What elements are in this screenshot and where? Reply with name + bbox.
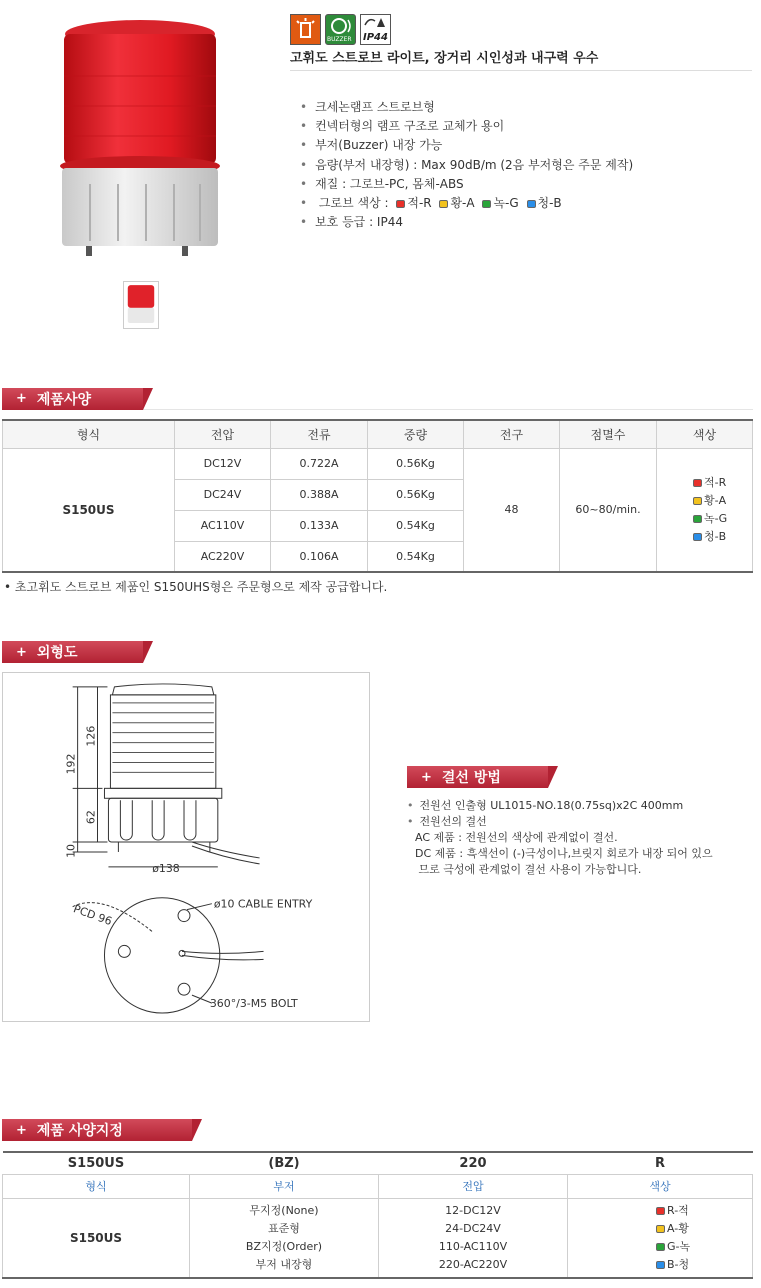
voltage-option: 24-DC24V (445, 1221, 501, 1235)
plus-icon: + (16, 644, 27, 660)
current-cell: 0.106A (271, 541, 368, 572)
color-swatch-red (693, 479, 702, 487)
col-header: 형식 (3, 420, 175, 448)
buzzer-label: BUZZER (327, 36, 352, 43)
strobe-icon (290, 14, 321, 45)
col-header: 색상 (657, 420, 753, 448)
feature-list (300, 98, 633, 232)
color-option: G-녹 (667, 1239, 691, 1253)
feature-item: • 컨넥터형의 램프 구조로 교체가 용이 (300, 117, 633, 136)
color-swatch-green (693, 515, 702, 523)
color-swatch-red (396, 200, 405, 208)
outline-section-header (2, 641, 753, 663)
buzzer-option: 무지정(None) (249, 1203, 319, 1217)
voltage-option: 12-DC12V (445, 1203, 501, 1217)
model-cell: S150US (3, 1198, 190, 1278)
color-label: 청-B (537, 195, 562, 210)
col-header: 전류 (271, 420, 368, 448)
color-label: 녹-G (704, 511, 728, 525)
current-cell: 0.388A (271, 479, 368, 510)
table-row (3, 448, 753, 479)
code-cell: S150US (3, 1152, 190, 1174)
code-cell: 220 (379, 1152, 568, 1174)
product-image (50, 16, 230, 261)
buzzer-option: BZ지정(Order) (245, 1239, 323, 1253)
feature-icons (290, 14, 391, 45)
color-options (568, 1198, 753, 1278)
voltage-options (379, 1198, 568, 1278)
buzzer-icon (325, 14, 356, 45)
section-title: 결선 방법 (441, 770, 501, 786)
wiring-dc: DC 제품 : 흑색선이 (-)극성이나,브릿지 회로가 내장 되어 있으 (415, 847, 713, 860)
color-swatch-blue (656, 1261, 665, 1269)
color-swatch-green (482, 200, 491, 208)
order-header-row (3, 1174, 753, 1198)
color-option: A-황 (667, 1221, 689, 1235)
feature-item-colors (300, 194, 633, 213)
weight-cell: 0.56Kg (368, 479, 464, 510)
order-table (2, 1151, 753, 1279)
col-header: 전압 (175, 420, 271, 448)
voltage-cell: DC24V (175, 479, 271, 510)
color-option: B-청 (667, 1257, 690, 1271)
color-label: 청-B (704, 529, 727, 543)
color-label: 황-A (704, 493, 727, 507)
order-code-row (3, 1152, 753, 1174)
plus-icon: + (421, 769, 432, 785)
voltage-option: 110-AC110V (438, 1239, 508, 1253)
color-swatch-blue (693, 533, 702, 541)
color-label: 녹-G (493, 195, 519, 210)
feature-item: • 크세논램프 스트로브형 (300, 98, 633, 117)
color-swatch-blue (527, 200, 536, 208)
wiring-section-header (407, 766, 553, 788)
spec-table (2, 419, 753, 573)
dim-bolt: 360°/3-M5 BOLT (209, 997, 298, 1011)
wiring-item: • 전원선의 결선 (407, 814, 713, 830)
color-label: 적-R (407, 195, 432, 210)
col-header: 전구 (464, 420, 560, 448)
col-header: 점멸수 (560, 420, 657, 448)
col-header: 색상 (568, 1174, 753, 1198)
col-header: 전압 (379, 1174, 568, 1198)
feature-item: • 부저(Buzzer) 내장 가능 (300, 136, 633, 155)
weight-cell: 0.54Kg (368, 541, 464, 572)
color-swatch-amber (439, 200, 448, 208)
spec-section-header (2, 388, 753, 410)
order-options-row (3, 1198, 753, 1278)
color-swatch-amber (693, 497, 702, 505)
voltage-cell: AC110V (175, 510, 271, 541)
ip44-label: IP44 (363, 32, 388, 43)
feature-item: • 음량(부저 내장형) : Max 90dB/m (2음 부저형은 주문 제작) (300, 156, 633, 175)
spec-note: • 초고휘도 스트로브 제품인 S150UHS형은 주문형으로 제작 공급합니다. (4, 580, 388, 594)
flash-cell: 60~80/min. (560, 448, 657, 572)
dim-diameter: ø138 (152, 861, 180, 875)
weight-cell: 0.54Kg (368, 510, 464, 541)
dim-192: 192 (64, 753, 78, 775)
col-header: 형식 (3, 1174, 190, 1198)
color-swatch-amber (656, 1225, 665, 1233)
order-section-header (2, 1119, 753, 1141)
dim-126: 126 (84, 725, 98, 747)
ip44-icon (360, 14, 391, 45)
color-label: 적-R (704, 475, 727, 489)
plus-icon: + (16, 1122, 27, 1138)
plus-icon: + (16, 391, 27, 406)
col-header: 부저 (190, 1174, 379, 1198)
code-cell: (BZ) (190, 1152, 379, 1174)
code-cell: R (568, 1152, 753, 1174)
buzzer-option: 표준형 (268, 1221, 300, 1235)
voltage-cell: AC220V (175, 541, 271, 572)
product-thumbnail[interactable] (123, 281, 159, 329)
color-label: 황-A (450, 195, 475, 210)
wiring-dc-cont: 므로 극성에 관계없이 결선 사용이 가능합니다. (415, 863, 642, 876)
current-cell: 0.133A (271, 510, 368, 541)
weight-cell: 0.56Kg (368, 448, 464, 479)
product-headline: 고휘도 스트로브 라이트, 장거리 시인성과 내구력 우수 (290, 47, 752, 71)
wiring-item: • 전원선 인출형 UL1015-NO.18(0.75sq)x2C 400mm (407, 798, 713, 814)
dim-pcd: PCD 96 (71, 902, 114, 929)
buzzer-option: 부저 내장형 (255, 1257, 313, 1271)
section-title: 외형도 (36, 645, 78, 661)
bulb-cell: 48 (464, 448, 560, 572)
voltage-cell: DC12V (175, 448, 271, 479)
section-title: 제품사양 (36, 391, 92, 408)
color-option: R-적 (667, 1203, 689, 1217)
feature-item: • 재질 : 그로브-PC, 몸체-ABS (300, 175, 633, 194)
buzzer-options (190, 1198, 379, 1278)
color-swatch-green (656, 1243, 665, 1251)
model-cell: S150US (3, 448, 175, 572)
dim-10: 10 (64, 844, 78, 858)
outline-drawing (2, 672, 370, 1022)
current-cell: 0.722A (271, 448, 368, 479)
section-title: 제품 사양지정 (36, 1123, 123, 1139)
color-swatch-red (656, 1207, 665, 1215)
wiring-list (407, 798, 713, 878)
voltage-option: 220-AC220V (438, 1257, 508, 1271)
col-header: 중량 (368, 420, 464, 448)
color-cell (657, 448, 753, 572)
globe-color-label: 그로브 색상 : (318, 195, 389, 210)
dim-cable: ø10 CABLE ENTRY (213, 897, 313, 911)
dim-62: 62 (84, 810, 98, 825)
feature-item: • 보호 등급 : IP44 (300, 213, 633, 232)
wiring-ac: AC 제품 : 전원선의 색상에 관계없이 결선. (415, 831, 618, 844)
